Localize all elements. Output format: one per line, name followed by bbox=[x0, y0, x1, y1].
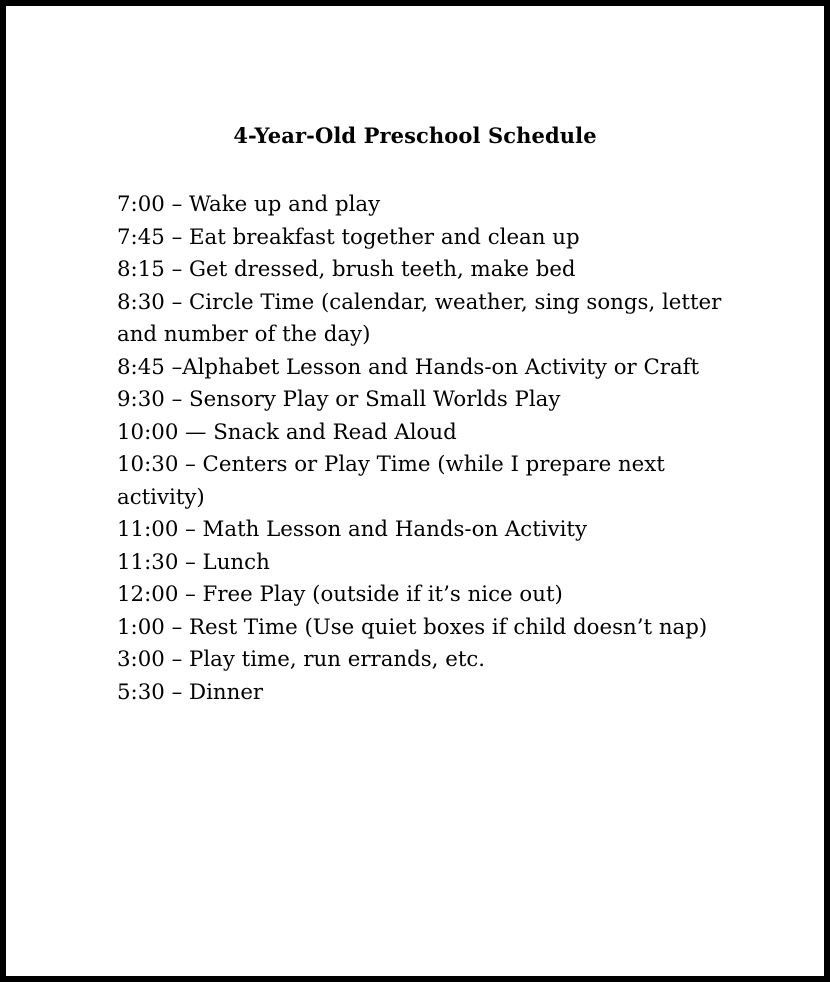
schedule-item: 3:00 – Play time, run errands, etc. bbox=[117, 647, 486, 672]
schedule-item: 10:00 — Snack and Read Aloud bbox=[117, 419, 457, 445]
schedule-item: 8:45 –Alphabet Lesson and Hands-on Activity or Craft bbox=[117, 354, 700, 380]
schedule-item: 8:30 – Circle Time (calendar, weather, sing songs, letter and number of the day) bbox=[117, 289, 722, 347]
schedule-item: 5:30 – Dinner bbox=[117, 679, 264, 705]
schedule-item: 7:00 – Wake up and play bbox=[117, 192, 381, 217]
schedule-item: 10:30 – Centers or Play Time (while I prepare next activity) bbox=[117, 452, 665, 510]
schedule-item: 8:15 – Get dressed, brush teeth, make bed bbox=[117, 257, 576, 282]
schedule-list bbox=[117, 189, 747, 709]
document-title: 4-Year-Old Preschool Schedule bbox=[233, 123, 597, 148]
schedule-item: 12:00 – Free Play (outside if it’s nice out) bbox=[117, 582, 563, 607]
schedule-item: 11:00 – Math Lesson and Hands-on Activity bbox=[117, 517, 587, 542]
schedule-item: 7:45 – Eat breakfast together and clean up bbox=[117, 224, 580, 250]
schedule-item: 9:30 – Sensory Play or Small Worlds Play bbox=[117, 387, 561, 412]
schedule-item: 11:30 – Lunch bbox=[117, 549, 270, 575]
schedule-item: 1:00 – Rest Time (Use quiet boxes if child doesn’t nap) bbox=[117, 614, 708, 640]
